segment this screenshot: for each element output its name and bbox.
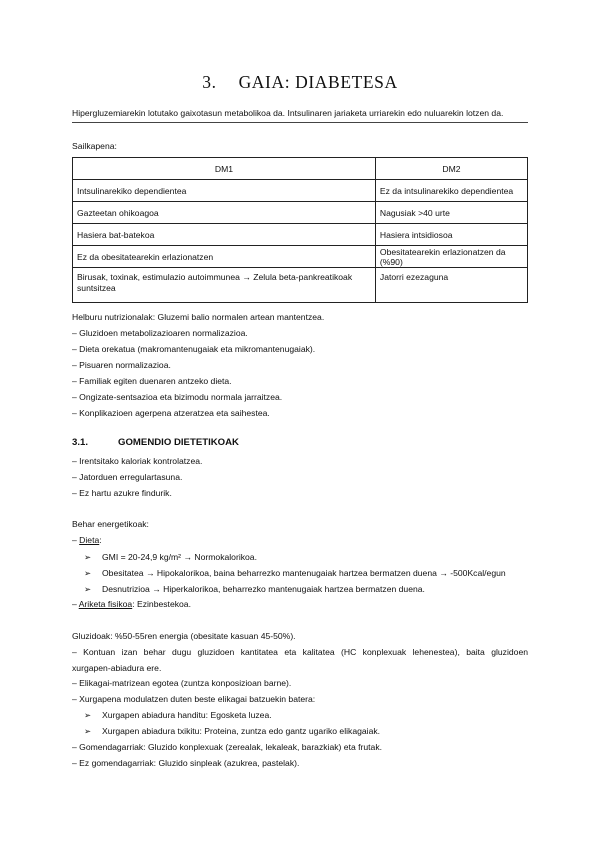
classification-label: Sailkapena:	[72, 141, 117, 151]
table-cell: Gazteetan ohikoagoa	[73, 202, 376, 224]
dash: –	[72, 599, 77, 609]
list-item: – Pisuaren normalizazioa.	[72, 360, 171, 370]
list-item: – Ez hartu azukre findurik.	[72, 488, 172, 498]
table-cell: Jatorri ezezaguna	[375, 268, 527, 303]
list-item: – Gluzidoen metabolizazioaren normalizazioa.	[72, 328, 248, 338]
arrow-bullet-icon: ➢	[84, 552, 92, 562]
carbs-line: – Ez gomendagarriak: Gluzido sinpleak (azukrea, pastelak).	[72, 758, 300, 768]
table-cell: Ez da obesitatearekin erlazionatzen	[73, 246, 376, 268]
carbs-line: – Kontuan izan behar dugu gluzidoen kantitatea eta kalitatea (HC konplexuak lehenestea), baita gluzidoen	[72, 647, 528, 657]
nutrition-heading: Helburu nutrizionalak: Gluzemi balio normalen artean mantentzea.	[72, 312, 325, 322]
page-title	[0, 72, 600, 93]
diet-item-text: Obesitatea → Hipokalorikoa, baina beharrezko mantenugaiak hartzea bermatzen duena → -500Kcal/egun	[102, 568, 506, 578]
diet-suffix: :	[99, 535, 102, 545]
dash: –	[72, 535, 77, 545]
table-cell: Birusak, toxinak, estimulazio autoimmunea → Zelula beta-pankreatikoak suntsitzea	[73, 268, 376, 303]
table-cell: Obesitatearekin erlazionatzen da (%90)	[375, 246, 527, 268]
carbs-line: – Xurgapena modulatzen duten beste elikagai batzuekin batera:	[72, 694, 316, 704]
table-row	[73, 202, 528, 224]
carbs-subitem-text: Xurgapen abiadura handitu: Egosketa luzea.	[102, 710, 272, 720]
table-row	[73, 268, 528, 303]
list-item	[84, 584, 425, 595]
section-title: GOMENDIO DIETETIKOAK	[118, 437, 239, 448]
activity-line	[72, 599, 191, 609]
section-heading	[72, 437, 239, 448]
list-item: – Familiak egiten duenaren antzeko dieta.	[72, 376, 232, 386]
arrow-bullet-icon: ➢	[84, 726, 92, 736]
list-item	[84, 726, 380, 737]
list-item: – Irentsitako kaloriak kontrolatzea.	[72, 456, 203, 466]
table-cell: Ez da intsulinarekiko dependientea	[375, 180, 527, 202]
activity-label: Ariketa fisikoa	[78, 599, 133, 609]
activity-text: : Ezinbestekoa.	[132, 599, 191, 609]
carbs-line: – Gomendagarriak: Gluzido konplexuak (zerealak, lekaleak, barazkiak) eta frutak.	[72, 742, 383, 752]
list-item	[84, 552, 257, 563]
list-item	[84, 710, 272, 721]
list-item: – Ongizate-sentsazioa eta bizimodu normala jarraitzea.	[72, 392, 283, 402]
table-header-dm1: DM1	[73, 158, 376, 180]
title-number: 3.	[202, 72, 217, 92]
carbs-heading: Gluzidoak: %50-55ren energia (obesitate kasuan 45-50%).	[72, 631, 296, 641]
section-number: 3.1.	[72, 437, 89, 448]
carbs-line: – Elikagai-matrizean egotea (zuntza konposizioan barne).	[72, 678, 292, 688]
list-item: – Konplikazioen agerpena atzeratzea eta saihestea.	[72, 408, 270, 418]
carbs-subitem-text: Xurgapen abiadura txikitu: Proteina, zuntza edo gantz ugariko elikagaiak.	[102, 726, 381, 736]
arrow-bullet-icon: ➢	[84, 584, 92, 594]
classification-table	[72, 157, 528, 303]
title-text: GAIA: DIABETESA	[238, 72, 398, 92]
list-item: – Dieta orekatua (makromantenugaiak eta mikromantenugaiak).	[72, 344, 316, 354]
intro-underline	[72, 122, 528, 123]
table-cell: Intsulinarekiko dependientea	[73, 180, 376, 202]
table-cell: Nagusiak >40 urte	[375, 202, 527, 224]
diet-item-text: GMI = 20-24,9 kg/m² → Normokalorikoa.	[102, 552, 257, 562]
list-item	[84, 568, 506, 579]
intro-paragraph: Hipergluzemiarekin lotutako gaixotasun metabolikoa da. Intsulinaren jariaketa urriarekin edo nuluarekin lotzen da.	[72, 108, 504, 118]
carbs-line: xurgapen-abiadura ere.	[72, 663, 162, 673]
arrow-bullet-icon: ➢	[84, 568, 92, 578]
arrow-bullet-icon: ➢	[84, 710, 92, 720]
table-row	[73, 246, 528, 268]
table-cell: Hasiera bat-batekoa	[73, 224, 376, 246]
table-header-dm2: DM2	[375, 158, 527, 180]
energy-heading: Behar energetikoak:	[72, 519, 149, 529]
diet-line	[72, 535, 102, 545]
diet-label: Dieta	[79, 535, 100, 545]
table-row	[73, 224, 528, 246]
table-header-row	[73, 158, 528, 180]
diet-item-text: Desnutrizioa → Hiperkalorikoa, beharrezko mantenugaiak hartzea bermatzen duena.	[102, 584, 425, 594]
table-cell: Hasiera intsidiosoa	[375, 224, 527, 246]
list-item: – Jatorduen erregulartasuna.	[72, 472, 183, 482]
table-row	[73, 180, 528, 202]
